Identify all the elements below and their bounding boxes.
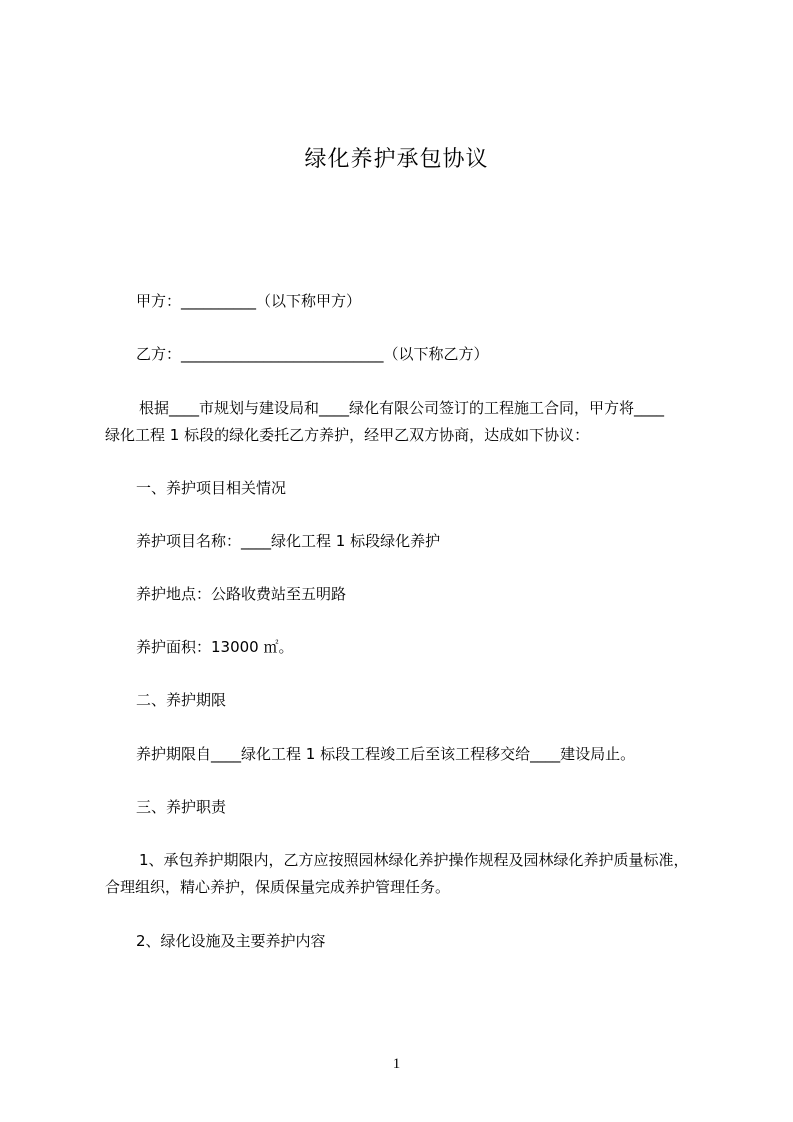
- party-b-line: [136, 344, 489, 364]
- page-number: 1: [392, 1056, 401, 1072]
- project-location: 养护地点：公路收费站至五明路: [136, 585, 347, 603]
- party-b-label: 乙方：: [136, 345, 182, 363]
- duty-1-line-1: 1、承包养护期限内，乙方应按照园林绿化养护操作规程及园林绿化养护质量标准，: [139, 851, 689, 869]
- party-a-line: [136, 291, 361, 311]
- duty-2-heading: 2、绿化设施及主要养护内容: [136, 932, 326, 950]
- maintenance-period: 养护期限自____绿化工程 1 标段工程竣工后至该工程移交给____建设局止。: [136, 745, 636, 763]
- party-b-suffix: （以下称乙方）: [383, 345, 489, 363]
- document-title: 绿化养护承包协议: [304, 147, 489, 172]
- project-area: 养护面积：13000 ㎡。: [136, 638, 294, 656]
- party-a-blank: __________: [181, 292, 257, 310]
- project-name: 养护项目名称：____绿化工程 1 标段绿化养护: [136, 532, 441, 550]
- party-b-blank: ___________________________: [181, 345, 384, 363]
- section-heading-3: 三、养护职责: [136, 798, 227, 816]
- intro-paragraph-line-1: 根据____市规划与建设局和____绿化有限公司签订的工程施工合同，甲方将____: [139, 399, 665, 417]
- section-heading-2: 二、养护期限: [136, 691, 227, 709]
- section-heading-1: 一、养护项目相关情况: [136, 479, 287, 497]
- intro-paragraph-line-2: 绿化工程 1 标段的绿化委托乙方养护，经甲乙双方协商，达成如下协议：: [105, 426, 590, 444]
- duty-1-line-2: 合理组织，精心养护，保质保量完成养护管理任务。: [105, 878, 451, 896]
- party-a-suffix: （以下称甲方）: [256, 292, 362, 310]
- party-a-label: 甲方：: [136, 292, 182, 310]
